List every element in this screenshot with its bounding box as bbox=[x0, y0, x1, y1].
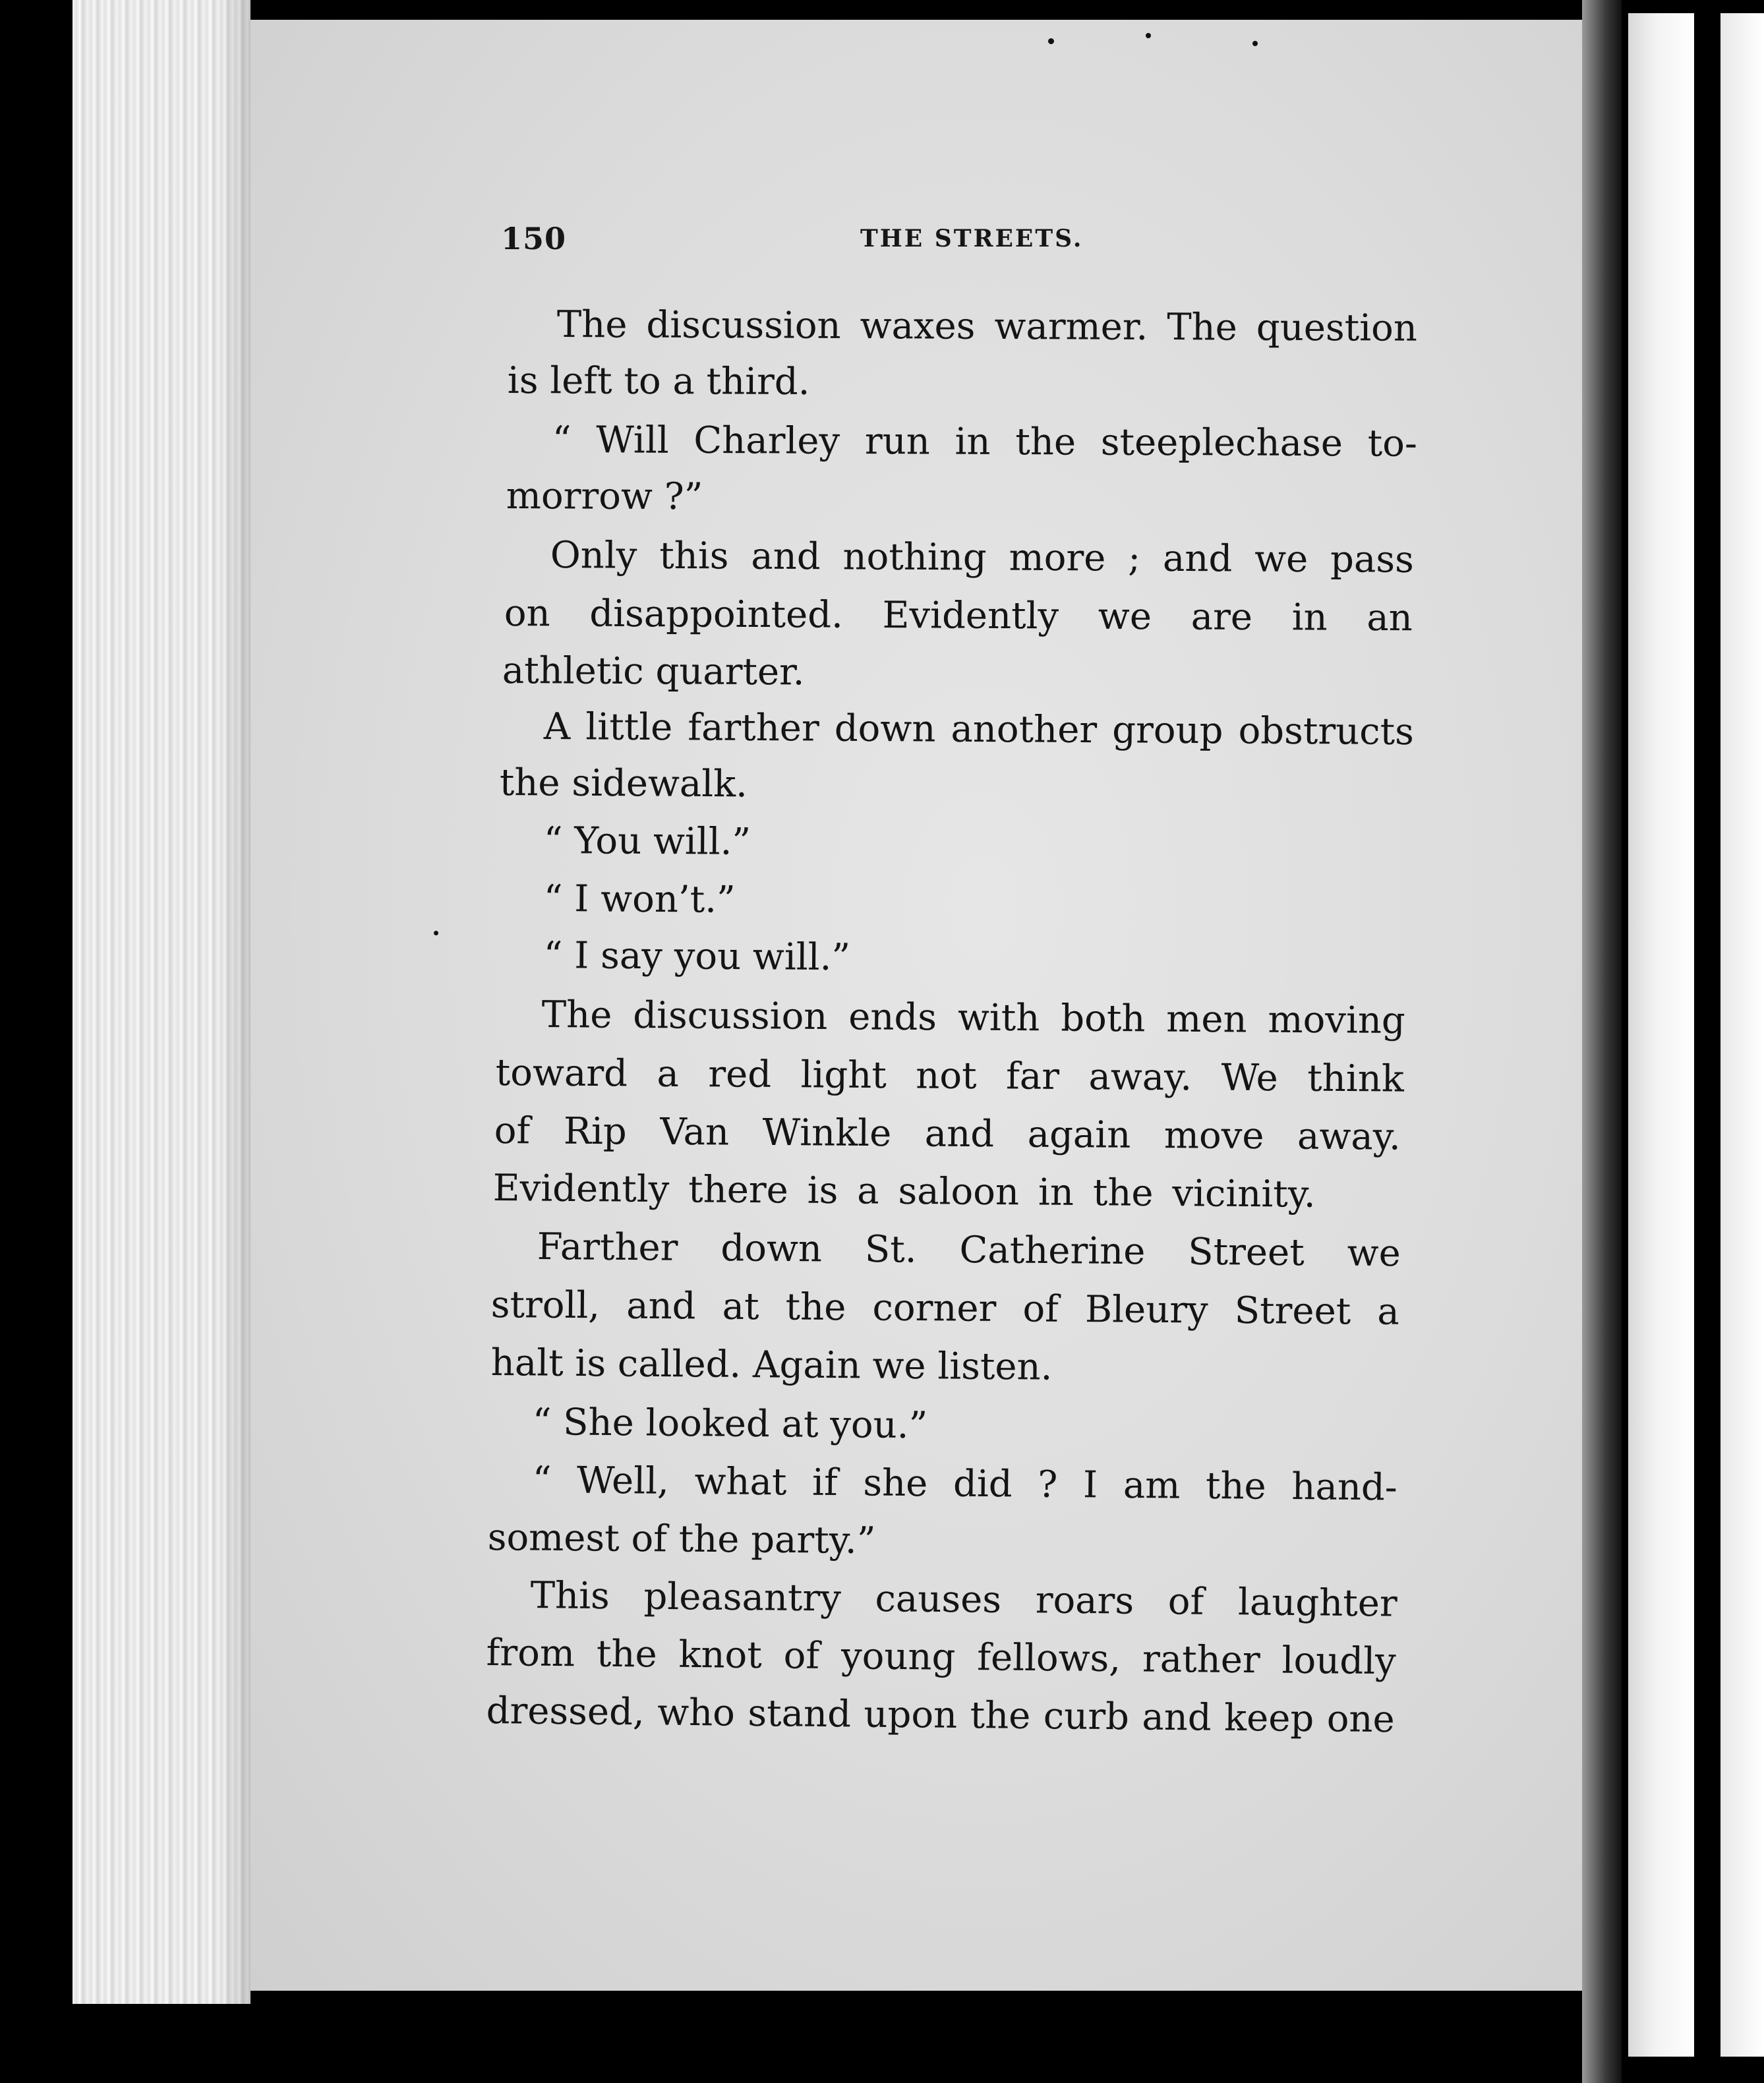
text-line: from the knot of young fellows, rather loudly bbox=[486, 1631, 1396, 1684]
text-line: toward a red light not far away. We think bbox=[495, 1051, 1405, 1101]
ink-speck bbox=[434, 931, 438, 935]
text-line: “ Well, what if she did ? I am the hand- bbox=[532, 1459, 1397, 1510]
text-line: “ Will Charley run in the steeplechase to- bbox=[552, 419, 1418, 465]
text-line: dressed, who stand upon the curb and keep one bbox=[486, 1689, 1395, 1742]
running-head bbox=[501, 221, 1424, 267]
text-line: on disappointed. Evidently we are in an bbox=[504, 592, 1413, 640]
facing-page-edge bbox=[1628, 13, 1694, 2057]
text-line: “ You will.” bbox=[543, 819, 751, 864]
text-line: The discussion waxes warmer. The question bbox=[556, 303, 1418, 350]
text-line: halt is called. Again we listen. bbox=[490, 1341, 1053, 1389]
binding-shadow bbox=[1582, 0, 1622, 2083]
text-line: of Rip Van Winkle and again move away. bbox=[494, 1109, 1401, 1159]
text-line: morrow ?” bbox=[506, 475, 703, 519]
text-line: is left to a third. bbox=[507, 359, 810, 404]
ink-speck bbox=[1146, 33, 1151, 38]
text-line: Evidently there is a saloon in the vicinity. bbox=[492, 1167, 1316, 1216]
text-line: Only this and nothing more ; and we pass bbox=[550, 534, 1415, 581]
page-number: 150 bbox=[501, 221, 567, 256]
text-line: A little farther down another group obstructs bbox=[543, 705, 1415, 754]
ink-speck bbox=[1252, 41, 1258, 46]
running-title: THE STREETS. bbox=[860, 225, 1084, 252]
text-line: “ I say you will.” bbox=[543, 934, 851, 980]
text-line: “ She looked at you.” bbox=[532, 1401, 928, 1448]
text-line: the sidewalk. bbox=[499, 761, 748, 806]
text-line: “ I won’t.” bbox=[543, 877, 736, 922]
text-line: Farther down St. Catherine Street we bbox=[537, 1225, 1401, 1276]
ink-speck bbox=[1048, 38, 1054, 44]
text-line: The discussion ends with both men moving bbox=[541, 993, 1406, 1043]
text-line: stroll, and at the corner of Bleury Street a bbox=[490, 1283, 1399, 1334]
text-line: athletic quarter. bbox=[502, 649, 805, 694]
facing-page-margin bbox=[1720, 13, 1764, 2057]
text-line: somest of the party.” bbox=[487, 1516, 876, 1563]
text-line: This pleasantry causes roars of laughter bbox=[530, 1574, 1397, 1626]
